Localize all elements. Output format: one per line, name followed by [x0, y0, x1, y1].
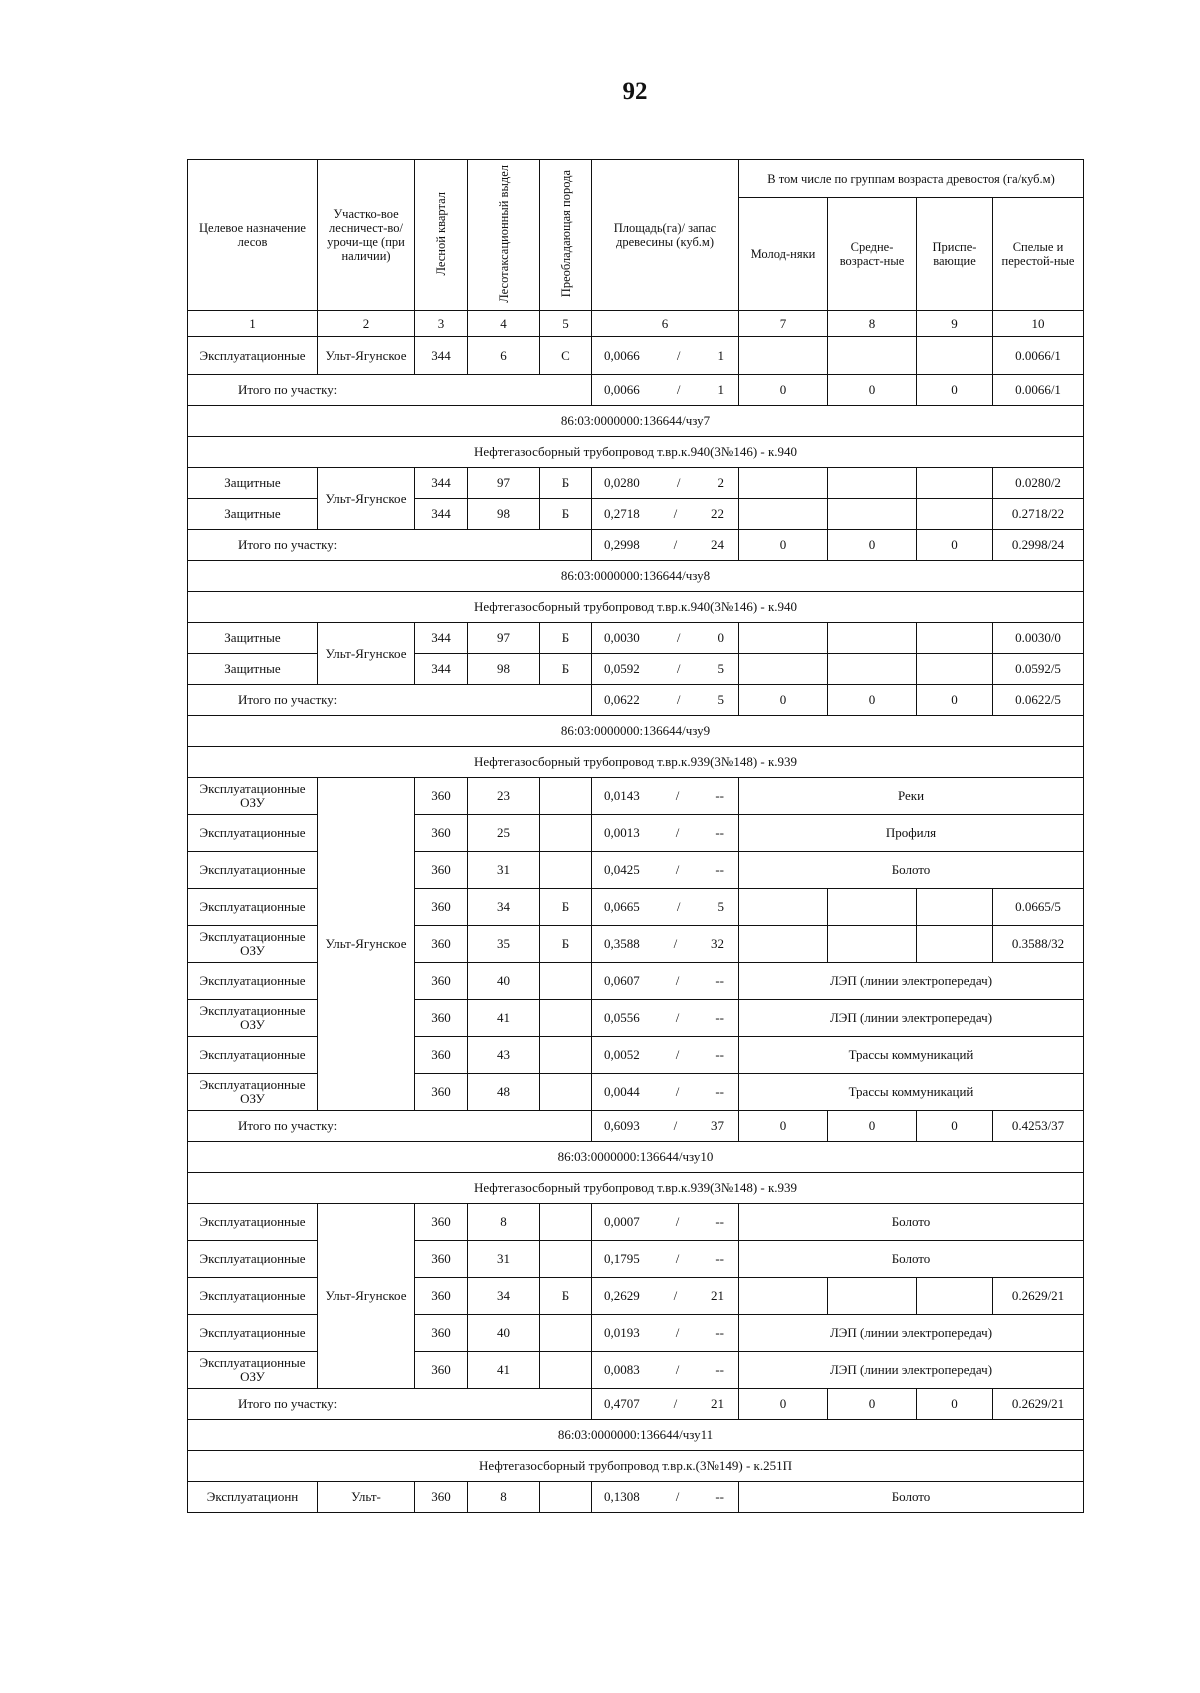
total-row: Итого по участку: 0,0066 / 1 0 0 0 0.0066/1	[188, 375, 1084, 406]
cadastral-row: 86:03:0000000:136644/чзу9	[188, 716, 1084, 747]
header-forestry: Участко-вое лесничест-во/урочи-ще (при наличии)	[318, 160, 415, 311]
total-row: Итого по участку: 0,6093 / 37 0 0 0 0.4253/37	[188, 1111, 1084, 1142]
table-row: Защитные 344 98 Б 0,2718 / 22 0.2718/22	[188, 499, 1084, 530]
table-row: Эксплуатационные ОЗУ 360 41 0,0556 / -- ЛЭП (линии электропередач)	[188, 1000, 1084, 1037]
header-allotment: Лесотаксационный выдел	[468, 160, 540, 311]
table-row: Эксплуатационные ОЗУ 360 41 0,0083 / -- ЛЭП (линии электропередач)	[188, 1352, 1084, 1389]
header-purpose: Целевое назначение лесов	[188, 160, 318, 311]
header-quarter: Лесной квартал	[415, 160, 468, 311]
table-row: Эксплуатационные 360 25 0,0013 / -- Профиля	[188, 815, 1084, 852]
table-row: Эксплуатационные 360 31 0,0425 / -- Болото	[188, 852, 1084, 889]
pipeline-row: Нефтегазосборный трубопровод т.вр.к.939(3№148) - к.939	[188, 1173, 1084, 1204]
header-species: Преобладающая порода	[540, 160, 592, 311]
table-row: Защитные 344 98 Б 0,0592 / 5 0.0592/5	[188, 654, 1084, 685]
pipeline-row: Нефтегазосборный трубопровод т.вр.к.940(3№146) - к.940	[188, 592, 1084, 623]
forest-table	[187, 159, 1084, 1513]
column-numbers: 1 2 3 4 5 6 7 8 9 10	[188, 311, 1084, 337]
total-row: Итого по участку: 0,2998 / 24 0 0 0 0.2998/24	[188, 530, 1084, 561]
pipeline-row: Нефтегазосборный трубопровод т.вр.к.940(3№146) - к.940	[188, 437, 1084, 468]
table-row: Эксплуатационные ОЗУ 360 35 Б 0,3588 / 32 0.3588/32	[188, 926, 1084, 963]
table-row: Защитные Ульт-Ягунское 344 97 Б 0,0280 / 2 0.0280/2	[188, 468, 1084, 499]
table-row: Эксплуатационные 360 34 Б 0,2629 / 21 0.2629/21	[188, 1278, 1084, 1315]
header-area: Площадь(га)/ запас древесины (куб.м)	[592, 160, 739, 311]
cadastral-row: 86:03:0000000:136644/чзу8	[188, 561, 1084, 592]
header-maturing: Приспе-вающие	[917, 198, 993, 311]
table-row: Эксплуатационные Ульт-Ягунское 360 8 0,0007 / -- Болото	[188, 1204, 1084, 1241]
table-row: Эксплуатационные ОЗУ 360 48 0,0044 / -- Трассы коммуникаций	[188, 1074, 1084, 1111]
header-mature: Спелые и перестой-ные	[993, 198, 1084, 311]
table-row: Защитные Ульт-Ягунское 344 97 Б 0,0030 / 0 0.0030/0	[188, 623, 1084, 654]
table-row: Эксплуатационные Ульт-Ягунское 344 6 С 0,0066 / 1 0.0066/1	[188, 337, 1084, 375]
table-row: Эксплуатационные 360 43 0,0052 / -- Трассы коммуникаций	[188, 1037, 1084, 1074]
table-row: Эксплуатационные 360 31 0,1795 / -- Болото	[188, 1241, 1084, 1278]
table-row: Эксплуатационн Ульт- 360 8 0,1308 / -- Болото	[188, 1482, 1084, 1513]
pipeline-row: Нефтегазосборный трубопровод т.вр.к.939(3№148) - к.939	[188, 747, 1084, 778]
page-number: 92	[622, 78, 648, 105]
pipeline-row: Нефтегазосборный трубопровод т.вр.к.(3№149) - к.251П	[188, 1451, 1084, 1482]
cadastral-row: 86:03:0000000:136644/чзу10	[188, 1142, 1084, 1173]
cadastral-row: 86:03:0000000:136644/чзу11	[188, 1420, 1084, 1451]
header-middle-aged: Средне-возраст-ные	[828, 198, 917, 311]
total-row: Итого по участку: 0,4707 / 21 0 0 0 0.2629/21	[188, 1389, 1084, 1420]
table-row: Эксплуатационные 360 40 0,0193 / -- ЛЭП (линии электропередач)	[188, 1315, 1084, 1352]
table-row: Эксплуатационные 360 40 0,0607 / -- ЛЭП (линии электропередач)	[188, 963, 1084, 1000]
header-age-groups: В том числе по группам возраста древостоя (га/куб.м)	[739, 160, 1084, 198]
cadastral-row: 86:03:0000000:136644/чзу7	[188, 406, 1084, 437]
table-row: Эксплуатационные ОЗУ Ульт-Ягунское 360 23 0,0143 / -- Реки	[188, 778, 1084, 815]
header-young: Молод-няки	[739, 198, 828, 311]
total-row: Итого по участку: 0,0622 / 5 0 0 0 0.0622/5	[188, 685, 1084, 716]
table-row: Эксплуатационные 360 34 Б 0,0665 / 5 0.0665/5	[188, 889, 1084, 926]
